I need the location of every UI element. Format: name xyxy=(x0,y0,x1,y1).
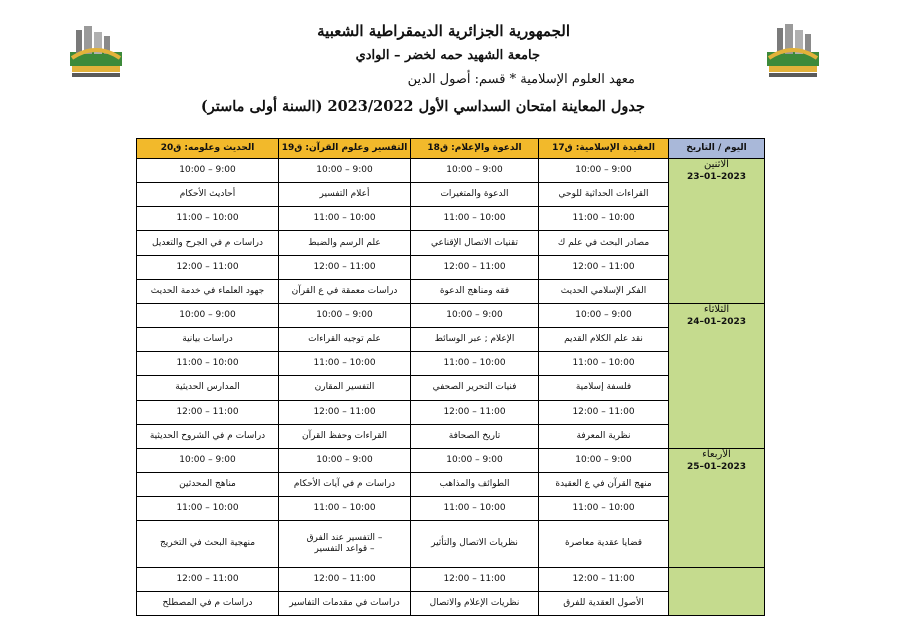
time-cell: 9:00 – 10:00 xyxy=(137,448,279,472)
subject-cell: منهجية البحث في التخريج xyxy=(137,521,279,567)
time-cell: 11:00 – 12:00 xyxy=(137,400,279,424)
time-cell: 10:00 – 11:00 xyxy=(539,207,669,231)
subject-cell: جهود العلماء في خدمة الحديث xyxy=(137,279,279,303)
column-header: العقيدة الإسلامية: ق17 xyxy=(539,139,669,159)
subject-cell: فنيات التحرير الصحفي xyxy=(411,376,539,400)
schedule-title: جدول المعاينة امتحان السداسي الأول 2023/2022 (السنة أولى ماستر) xyxy=(200,98,645,115)
table-header-row xyxy=(137,139,765,159)
column-header: الدعوة والإعلام: ق18 xyxy=(411,139,539,159)
time-cell: 10:00 – 11:00 xyxy=(279,497,411,521)
subject-cell: الفكر الإسلامي الحديث xyxy=(539,279,669,303)
time-cell: 10:00 – 11:00 xyxy=(137,352,279,376)
table-row xyxy=(137,159,765,183)
subject-cell: دراسات بيانية xyxy=(137,328,279,352)
subject-cell: دراسات في مقدمات التفاسير xyxy=(279,591,411,615)
time-cell: 11:00 – 12:00 xyxy=(137,255,279,279)
subject-cell: أحاديث الأحكام xyxy=(137,183,279,207)
university-logo-icon xyxy=(66,22,126,80)
time-cell: 9:00 – 10:00 xyxy=(137,303,279,327)
time-cell: 9:00 – 10:00 xyxy=(411,159,539,183)
table-row xyxy=(137,448,765,472)
subject-cell: نظريات الاتصال والتأثير xyxy=(411,521,539,567)
time-cell: 9:00 – 10:00 xyxy=(411,303,539,327)
subject-cell: فقه ومناهج الدعوة xyxy=(411,279,539,303)
subject-cell: الدعوة والمتغيرات xyxy=(411,183,539,207)
time-cell: 11:00 – 12:00 xyxy=(411,255,539,279)
subject-cell: تاريخ الصحافة xyxy=(411,424,539,448)
column-header: التفسير وعلوم القرآن: ق19 xyxy=(279,139,411,159)
time-cell: 10:00 – 11:00 xyxy=(137,207,279,231)
time-cell: 11:00 – 12:00 xyxy=(411,567,539,591)
subject-line: – التفسير عند الفرق xyxy=(306,532,383,543)
time-cell: 11:00 – 12:00 xyxy=(411,400,539,424)
time-cell: 10:00 – 11:00 xyxy=(411,207,539,231)
time-cell: 11:00 – 12:00 xyxy=(279,400,411,424)
time-cell: 11:00 – 12:00 xyxy=(539,567,669,591)
country-title: الجمهورية الجزائرية الديمقراطية الشعبية xyxy=(317,22,570,40)
day-cell-continued xyxy=(669,567,765,615)
time-cell: 9:00 – 10:00 xyxy=(137,159,279,183)
exam-schedule-table xyxy=(136,138,765,616)
time-cell: 11:00 – 12:00 xyxy=(539,400,669,424)
day-date: 2023–01–24 xyxy=(686,316,747,327)
time-cell: 9:00 – 10:00 xyxy=(539,159,669,183)
subject-cell: علم الرسم والضبط xyxy=(279,231,411,255)
subject-cell: دراسات م في الشروح الحديثية xyxy=(137,424,279,448)
subject-cell: منهج القرآن في ع العقيدة xyxy=(539,473,669,497)
subject-cell: الإعلام ; عبر الوسائط xyxy=(411,328,539,352)
column-header: الحديث وعلومه: ق20 xyxy=(137,139,279,159)
subject-cell: تقنيات الاتصال الإقناعي xyxy=(411,231,539,255)
university-title: جامعة الشهيد حمه لخضر – الوادي xyxy=(355,48,540,63)
subject-cell: نظريات الإعلام والاتصال xyxy=(411,591,539,615)
time-cell: 10:00 – 11:00 xyxy=(539,352,669,376)
subject-cell: القراءات وحفظ القرآن xyxy=(279,424,411,448)
subject-cell: قضايا عقدية معاصرة xyxy=(539,521,669,567)
time-cell: 9:00 – 10:00 xyxy=(411,448,539,472)
time-cell: 10:00 – 11:00 xyxy=(411,352,539,376)
time-cell: 11:00 – 12:00 xyxy=(137,567,279,591)
time-cell: 9:00 – 10:00 xyxy=(279,448,411,472)
subject-cell: التفسير المقارن xyxy=(279,376,411,400)
time-cell: 9:00 – 10:00 xyxy=(539,448,669,472)
subject-cell xyxy=(279,521,411,567)
subject-cell: نقد علم الكلام القديم xyxy=(539,328,669,352)
time-cell: 9:00 – 10:00 xyxy=(279,303,411,327)
day-name: الثلاثاء xyxy=(703,303,730,315)
subject-cell: علم توجيه القراءات xyxy=(279,328,411,352)
day-date: 2023–01–25 xyxy=(686,461,747,472)
university-logo-icon xyxy=(763,22,823,80)
time-cell: 9:00 – 10:00 xyxy=(539,303,669,327)
subject-cell: دراسات م في الجرح والتعديل xyxy=(137,231,279,255)
subject-cell: نظرية المعرفة xyxy=(539,424,669,448)
time-cell: 11:00 – 12:00 xyxy=(279,567,411,591)
day-cell xyxy=(669,303,765,448)
subject-cell: الطوائف والمذاهب xyxy=(411,473,539,497)
subject-cell: دراسات م في المصطلح xyxy=(137,591,279,615)
time-cell: 10:00 – 11:00 xyxy=(539,497,669,521)
time-cell: 10:00 – 11:00 xyxy=(279,352,411,376)
time-cell: 10:00 – 11:00 xyxy=(137,497,279,521)
subject-cell: الأصول العقدية للفرق xyxy=(539,591,669,615)
subject-cell: دراسات م في آيات الأحكام xyxy=(279,473,411,497)
subject-cell: أعلام التفسير xyxy=(279,183,411,207)
day-cell xyxy=(669,448,765,567)
time-cell: 11:00 – 12:00 xyxy=(279,255,411,279)
day-date: 2023–01–23 xyxy=(686,172,747,182)
column-header: اليوم / التاريخ xyxy=(669,139,765,159)
table-row xyxy=(137,567,765,591)
time-cell: 10:00 – 11:00 xyxy=(411,497,539,521)
subject-cell: دراسات معمقة في ع القرآن xyxy=(279,279,411,303)
day-name: الاثنين xyxy=(704,159,729,170)
day-name: الأربعاء xyxy=(702,448,731,460)
subject-cell: المدارس الحديثية xyxy=(137,376,279,400)
time-cell: 10:00 – 11:00 xyxy=(279,207,411,231)
day-cell xyxy=(669,159,765,304)
time-cell: 11:00 – 12:00 xyxy=(539,255,669,279)
subject-cell: مناهج المحدثين xyxy=(137,473,279,497)
subject-line: – قواعد التفسير xyxy=(314,543,375,554)
subject-cell: مصادر البحث في علم ك xyxy=(539,231,669,255)
subject-cell: فلسفة إسلامية xyxy=(539,376,669,400)
subject-cell: القراءات الحداثية للوحي xyxy=(539,183,669,207)
time-cell: 9:00 – 10:00 xyxy=(279,159,411,183)
institute-title: معهد العلوم الإسلامية * قسم: أصول الدين xyxy=(407,72,635,87)
table-row xyxy=(137,303,765,327)
